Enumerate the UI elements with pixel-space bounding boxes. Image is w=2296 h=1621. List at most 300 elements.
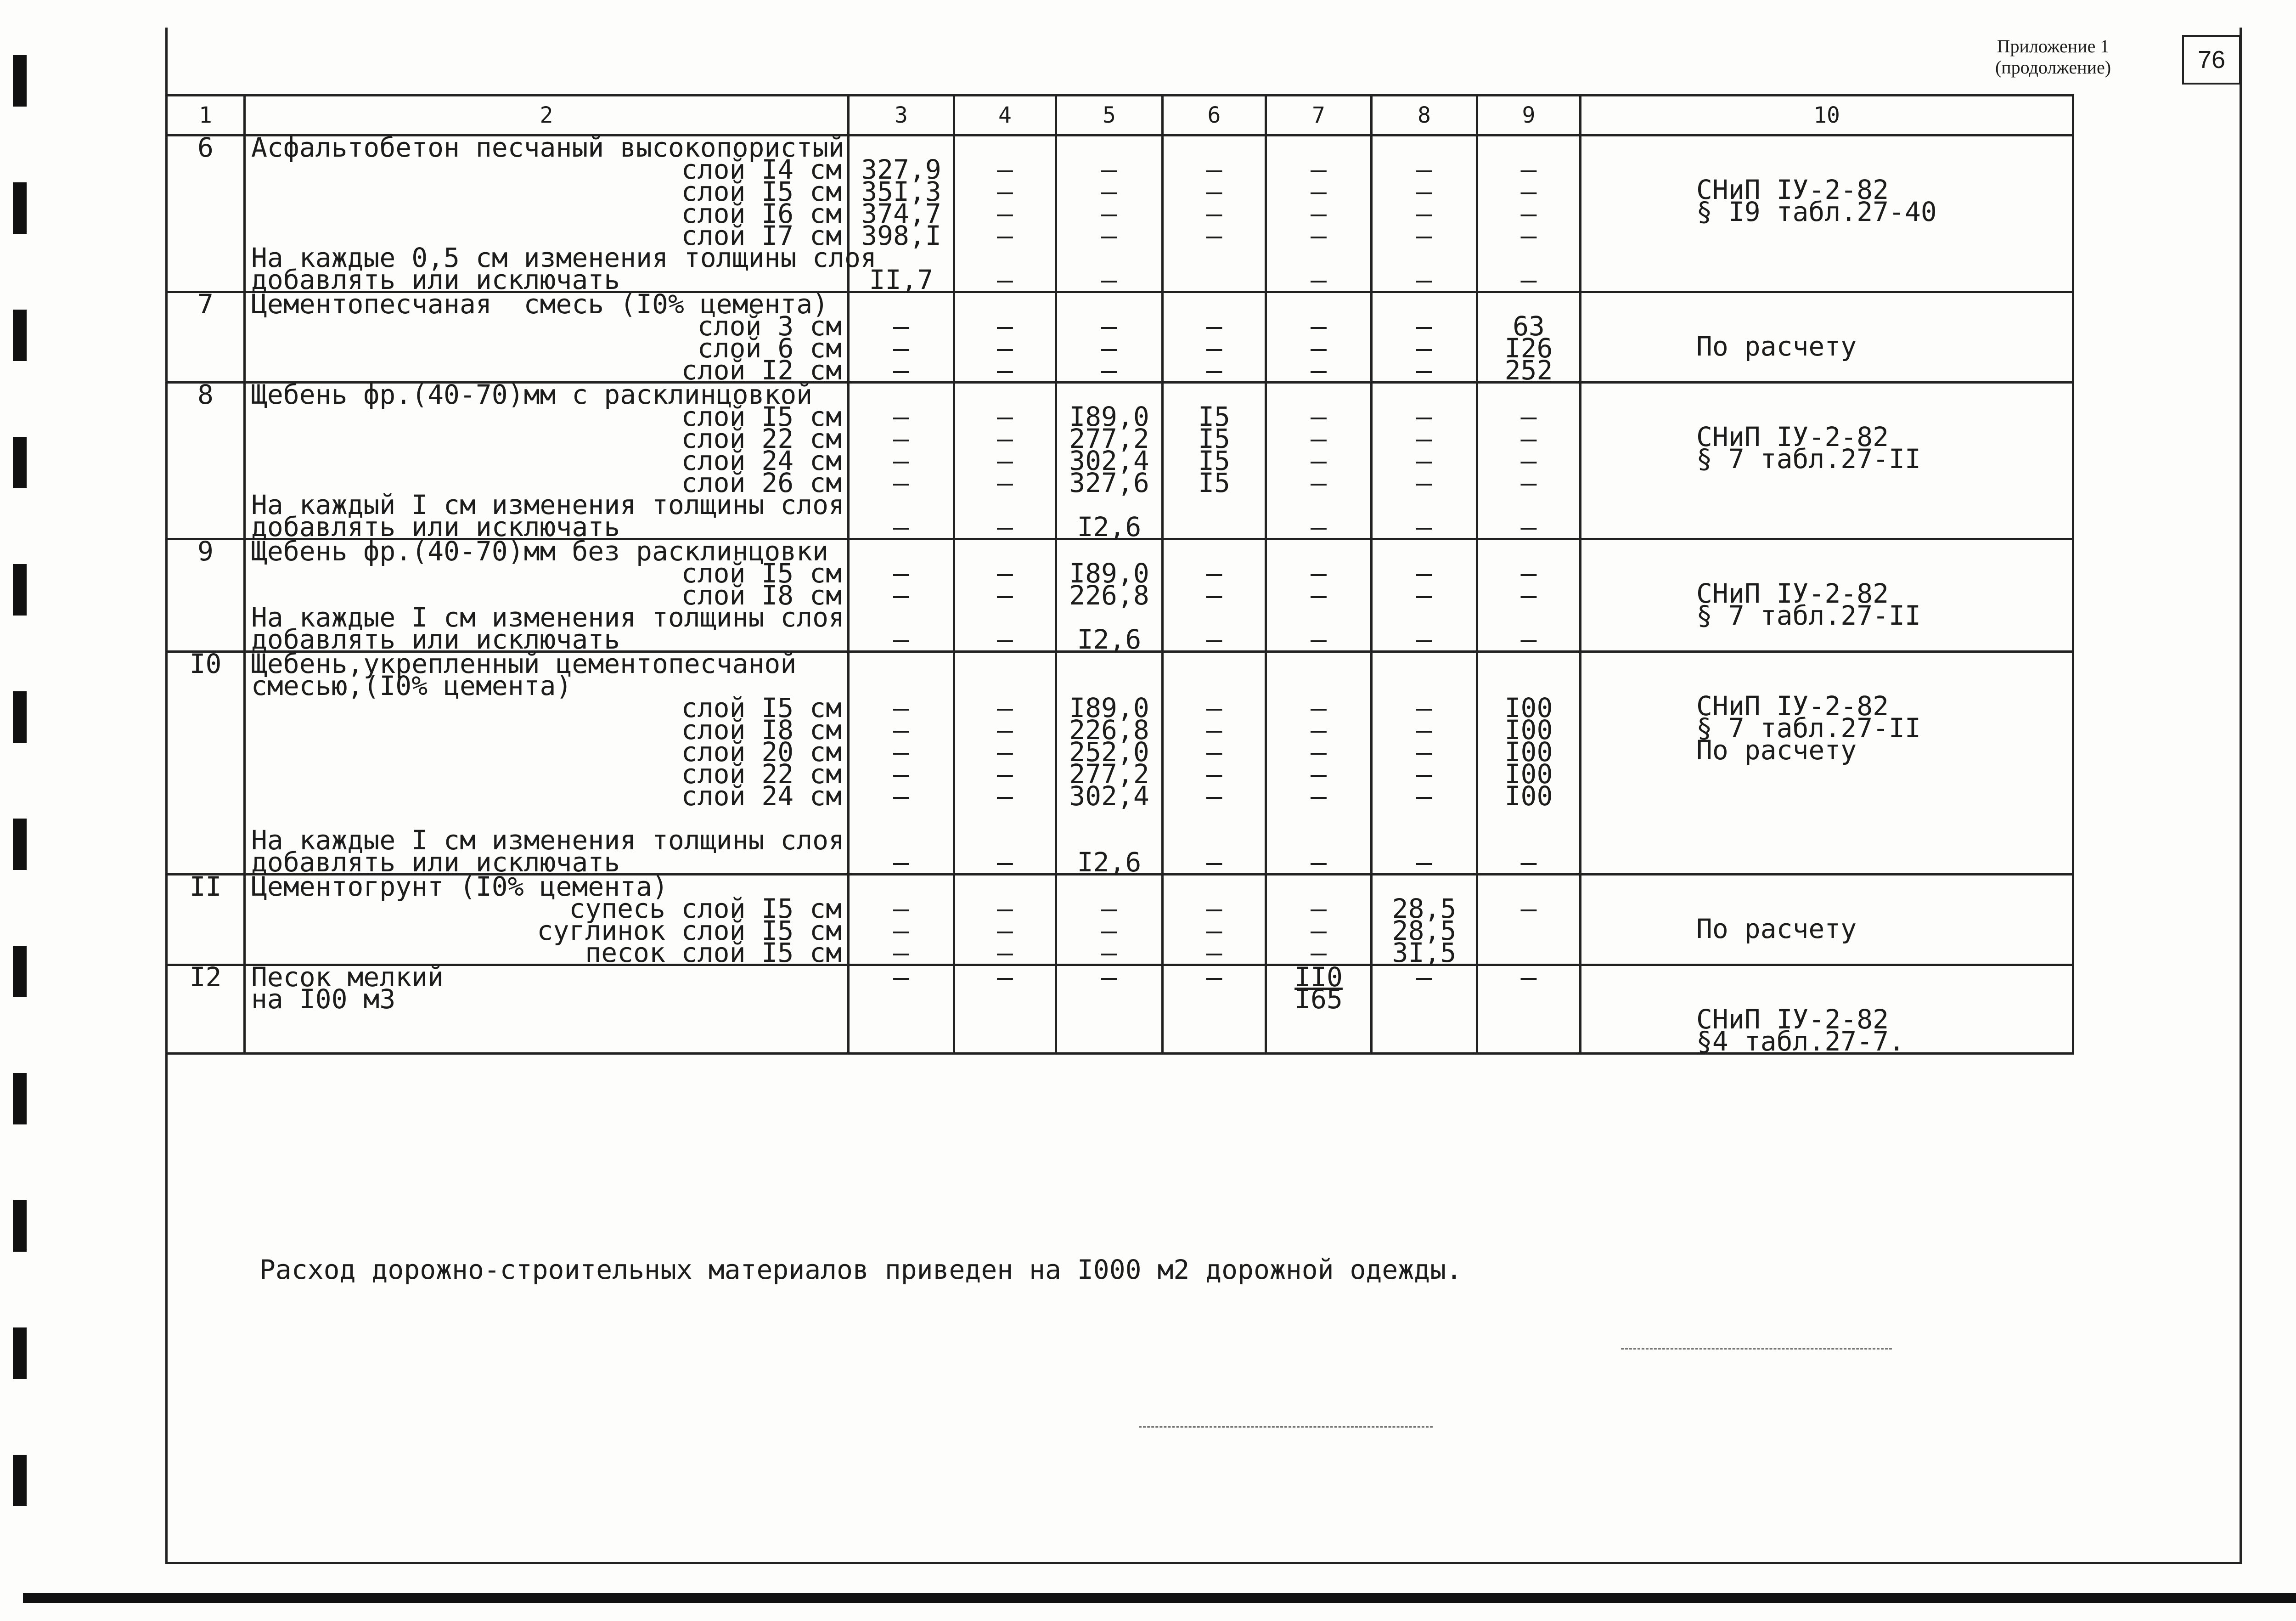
value-cell: – xyxy=(1311,937,1327,968)
value-cell: – xyxy=(1416,220,1432,251)
value-cell: I5 xyxy=(1198,467,1230,498)
value-column-5 xyxy=(1056,652,1163,878)
material-description xyxy=(245,379,849,542)
value-cell: – xyxy=(1101,198,1117,229)
material-description xyxy=(245,871,849,968)
binding-mark xyxy=(13,564,27,616)
value-cell: – xyxy=(1520,401,1537,432)
value-cell: – xyxy=(1206,780,1222,812)
value-cell: – xyxy=(1520,220,1537,251)
value-cell: – xyxy=(1101,355,1117,386)
value-cell: I26 xyxy=(1504,333,1553,364)
material-description xyxy=(245,288,849,386)
value-column-8 xyxy=(1372,539,1477,655)
value-cell: – xyxy=(1416,154,1432,185)
value-cell: – xyxy=(1520,511,1537,542)
value-cell: – xyxy=(1311,624,1327,655)
description-line: слой I7 см xyxy=(681,220,842,251)
value-cell: – xyxy=(1311,154,1327,185)
value-cell: – xyxy=(893,580,909,611)
value-cell xyxy=(1169,269,1259,291)
value-cell xyxy=(1169,1010,1259,1032)
value-cell: – xyxy=(893,915,909,946)
value-cell: – xyxy=(893,558,909,589)
value-cell: – xyxy=(1311,558,1327,589)
column-header-9: 9 xyxy=(1477,96,1581,136)
row-number: 6 xyxy=(167,136,245,292)
reference-line: § I9 табл.27-40 xyxy=(1696,196,1937,227)
value-column-3 xyxy=(849,383,954,542)
value-cell: – xyxy=(893,736,909,768)
value-cell: – xyxy=(997,154,1013,185)
value-cell xyxy=(855,653,947,675)
value-cell: – xyxy=(1416,264,1432,295)
value-cell: – xyxy=(1520,624,1537,655)
table-row xyxy=(167,965,2073,1054)
value-column-9 xyxy=(1477,652,1581,878)
value-cell: – xyxy=(1416,714,1432,746)
value-cell: – xyxy=(997,893,1013,924)
value-cell: I5 xyxy=(1198,401,1230,432)
description-line: добавлять или исключать xyxy=(251,624,620,655)
value-column-3 xyxy=(849,875,954,968)
row-number: 7 xyxy=(167,292,245,383)
value-cell: – xyxy=(1311,445,1327,476)
value-cell: 252,0 xyxy=(1069,736,1149,768)
description-line: на I00 м3 xyxy=(251,983,396,1015)
value-column-7 xyxy=(1266,875,1372,968)
binding-marks xyxy=(13,55,28,1571)
value-column-7 xyxy=(1266,136,1372,295)
value-cell: – xyxy=(1416,511,1432,542)
value-cell: – xyxy=(997,423,1013,454)
value-cell: – xyxy=(1520,467,1537,498)
value-cell: – xyxy=(893,758,909,790)
value-cell: – xyxy=(1416,961,1432,993)
description-line: песок слой I5 см xyxy=(585,937,842,968)
reference-line: По расчету xyxy=(1696,734,1857,766)
value-column-4 xyxy=(954,539,1056,655)
description-line: суглинок слой I5 см xyxy=(537,915,842,946)
table-body xyxy=(167,132,2073,1057)
value-cell: – xyxy=(1206,692,1222,723)
value-cell: 302,4 xyxy=(1069,780,1149,812)
material-description xyxy=(245,961,849,1054)
value-cell: – xyxy=(1416,355,1432,386)
value-cell: – xyxy=(1311,736,1327,768)
description-line: Песок мелкий xyxy=(251,961,444,993)
reference-line: По расчету xyxy=(1696,331,1857,362)
value-cell: – xyxy=(1101,961,1117,993)
reference-line: § 7 табл.27-II xyxy=(1696,712,1921,744)
value-column-4 xyxy=(954,961,1056,1054)
value-cell: – xyxy=(997,198,1013,229)
value-cell: – xyxy=(997,333,1013,364)
value-column-6 xyxy=(1163,383,1266,539)
value-cell: – xyxy=(893,511,909,542)
value-cell: 277,2 xyxy=(1069,423,1149,454)
value-cell: I5 xyxy=(1198,445,1230,476)
material-description xyxy=(245,648,849,878)
value-cell: – xyxy=(1416,423,1432,454)
description-line: слой 6 см xyxy=(697,333,842,364)
binding-mark xyxy=(13,819,27,870)
value-cell: – xyxy=(997,580,1013,611)
faint-stamp-line xyxy=(1139,1426,1433,1428)
value-cell: 63 xyxy=(1513,311,1545,342)
value-cell: – xyxy=(1311,758,1327,790)
value-column-7 xyxy=(1266,961,1372,1054)
value-cell: – xyxy=(1311,220,1327,251)
description-line: добавлять или исключать xyxy=(251,511,620,542)
value-cell: 35I,3 xyxy=(861,176,941,207)
value-cell: – xyxy=(1311,423,1327,454)
value-cell: – xyxy=(997,714,1013,746)
value-column-9 xyxy=(1477,136,1581,295)
value-cell: – xyxy=(1311,580,1327,611)
faint-stamp-line xyxy=(1621,1348,1892,1350)
description-line: Асфальтобетон песчаный высокопористый xyxy=(251,132,845,163)
value-column-5 xyxy=(1056,383,1163,542)
value-cell: – xyxy=(1311,198,1327,229)
description-line: слой 24 см xyxy=(681,445,842,476)
value-cell: – xyxy=(1416,580,1432,611)
row-number: 9 xyxy=(167,539,245,652)
value-cell: – xyxy=(1311,333,1327,364)
description-line: Цементогрунт (I0% цемента) xyxy=(251,871,668,902)
description-line: добавлять или исключать xyxy=(251,264,620,295)
appendix-title: Приложение 1 xyxy=(1997,36,2110,56)
value-cell: 277,2 xyxy=(1069,758,1149,790)
value-cell: – xyxy=(1206,961,1222,993)
value-cell xyxy=(1484,653,1574,675)
value-column-4 xyxy=(954,875,1056,968)
binding-mark xyxy=(13,55,27,107)
value-cell: – xyxy=(893,333,909,364)
value-cell: – xyxy=(997,355,1013,386)
value-cell: – xyxy=(1311,311,1327,342)
value-cell: – xyxy=(1101,264,1117,295)
description-line: слой 22 см xyxy=(681,423,842,454)
description-line: слой 26 см xyxy=(681,467,842,498)
description-line: слой I8 см xyxy=(681,580,842,611)
table-row xyxy=(167,383,2073,539)
description-line: слой I5 см xyxy=(681,558,842,589)
sheet-number: 76 xyxy=(2182,35,2241,85)
value-cell: I5 xyxy=(1198,423,1230,454)
value-cell: 327,6 xyxy=(1069,467,1149,498)
column-header-3: 3 xyxy=(849,96,954,136)
value-cell: 374,7 xyxy=(861,198,941,229)
value-column-9 xyxy=(1477,292,1581,386)
value-cell: – xyxy=(1101,311,1117,342)
value-cell: – xyxy=(1206,176,1222,207)
footer-note: Расход дорожно-строительных материалов приведен на I000 м2 дорожной одежды. xyxy=(259,1254,1462,1285)
value-cell xyxy=(1272,653,1365,675)
reference-cell xyxy=(1581,383,2073,539)
value-cell: 226,8 xyxy=(1069,580,1149,611)
description-line: слой 20 см xyxy=(681,736,842,768)
value-cell: – xyxy=(1206,624,1222,655)
value-cell: – xyxy=(1416,758,1432,790)
binding-mark xyxy=(13,1200,27,1252)
value-cell: 398,I xyxy=(861,220,941,251)
value-cell: – xyxy=(1206,758,1222,790)
bottom-border-bar xyxy=(23,1593,2296,1603)
value-cell: I89,0 xyxy=(1069,558,1149,589)
description-line: слой I5 см xyxy=(681,176,842,207)
value-cell: – xyxy=(1206,915,1222,946)
value-cell: 252 xyxy=(1504,355,1553,386)
value-cell: – xyxy=(1206,736,1222,768)
value-cell: – xyxy=(1520,558,1537,589)
value-cell: – xyxy=(1416,401,1432,432)
column-header-8: 8 xyxy=(1372,96,1477,136)
value-cell xyxy=(1484,1010,1574,1032)
value-cell: – xyxy=(1416,692,1432,723)
value-cell: I00 xyxy=(1504,714,1553,746)
row-number: 8 xyxy=(167,383,245,539)
value-cell: – xyxy=(893,355,909,386)
binding-mark xyxy=(13,437,27,488)
value-cell xyxy=(1484,942,1574,964)
value-cell: – xyxy=(997,736,1013,768)
reference-line: СНиП IУ-2-82 xyxy=(1696,1004,1889,1035)
binding-mark xyxy=(13,182,27,234)
description-line: слой I4 см xyxy=(681,154,842,185)
value-cell: – xyxy=(1206,714,1222,746)
value-cell: – xyxy=(1101,220,1117,251)
table-row xyxy=(167,875,2073,965)
value-cell xyxy=(1378,1010,1470,1032)
value-cell: – xyxy=(997,176,1013,207)
appendix-continuation: (продолжение) xyxy=(1995,57,2111,78)
value-cell: – xyxy=(997,401,1013,432)
value-cell: 28,5 xyxy=(1392,893,1457,924)
value-column-8 xyxy=(1372,292,1477,386)
value-cell: – xyxy=(1520,961,1537,993)
reference-cell xyxy=(1581,292,2073,383)
value-column-4 xyxy=(954,136,1056,295)
value-cell: – xyxy=(1520,154,1537,185)
appendix-label xyxy=(1945,36,2161,78)
value-cell: – xyxy=(997,558,1013,589)
value-column-5 xyxy=(1056,539,1163,655)
reference-cell xyxy=(1581,875,2073,965)
value-cell: – xyxy=(1311,401,1327,432)
value-cell: – xyxy=(1416,624,1432,655)
value-column-9 xyxy=(1477,875,1581,965)
value-cell: – xyxy=(1206,333,1222,364)
value-column-4 xyxy=(954,292,1056,386)
value-cell: – xyxy=(1520,893,1537,924)
reference-line: СНиП IУ-2-82 xyxy=(1696,174,1889,205)
value-cell: I2,6 xyxy=(1077,847,1142,878)
value-column-6 xyxy=(1163,875,1266,968)
column-header-10: 10 xyxy=(1581,96,2073,136)
table-row xyxy=(167,539,2073,652)
value-cell: – xyxy=(1520,445,1537,476)
value-cell: 327,9 xyxy=(861,154,941,185)
row-number: I0 xyxy=(167,652,245,875)
value-cell: – xyxy=(893,467,909,498)
value-cell: 28,5 xyxy=(1392,915,1457,946)
value-column-5 xyxy=(1056,961,1163,1054)
reference-cell xyxy=(1581,136,2073,292)
description-line: слой 22 см xyxy=(681,758,842,790)
value-cell: I89,0 xyxy=(1069,692,1149,723)
column-header-4: 4 xyxy=(954,96,1056,136)
value-cell: – xyxy=(1206,154,1222,185)
value-column-6 xyxy=(1163,652,1266,878)
value-cell: – xyxy=(1206,580,1222,611)
reference-line: СНиП IУ-2-82 xyxy=(1696,421,1889,452)
value-cell: – xyxy=(1416,558,1432,589)
description-line: На каждые 0,5 см изменения толщины слоя xyxy=(251,242,877,273)
value-column-3 xyxy=(849,539,954,655)
value-cell: – xyxy=(997,780,1013,812)
value-cell: I00 xyxy=(1504,692,1553,723)
reference-cell xyxy=(1581,965,2073,1057)
value-cell: – xyxy=(1101,176,1117,207)
value-cell: I65 xyxy=(1294,983,1343,1015)
value-cell: – xyxy=(997,467,1013,498)
value-cell: – xyxy=(1416,198,1432,229)
value-cell: I2,6 xyxy=(1077,511,1142,542)
value-column-8 xyxy=(1372,961,1477,1054)
materials-table xyxy=(165,94,2074,1055)
reference-line: СНиП IУ-2-82 xyxy=(1696,578,1889,609)
value-cell: – xyxy=(1311,467,1327,498)
column-header-row xyxy=(167,96,2073,136)
value-cell: – xyxy=(1311,847,1327,878)
value-cell: – xyxy=(1206,847,1222,878)
value-cell: – xyxy=(893,692,909,723)
value-column-5 xyxy=(1056,292,1163,386)
value-cell: – xyxy=(1311,355,1327,386)
table-row xyxy=(167,136,2073,292)
value-cell: II0 xyxy=(1294,961,1343,993)
value-cell: – xyxy=(1311,915,1327,946)
value-cell: – xyxy=(1206,558,1222,589)
value-column-9 xyxy=(1477,961,1581,1054)
value-cell: – xyxy=(893,937,909,968)
description-line: смесью,(I0% цемента) xyxy=(251,670,572,701)
description-line: Цементопесчаная смесь (I0% цемента) xyxy=(251,288,829,320)
reference-cell xyxy=(1581,652,2073,875)
value-cell: – xyxy=(1416,445,1432,476)
value-cell: – xyxy=(1206,311,1222,342)
material-description xyxy=(245,132,877,295)
value-cell xyxy=(961,653,1049,675)
value-cell: II,7 xyxy=(869,264,934,295)
column-header-2: 2 xyxy=(245,96,849,136)
value-cell xyxy=(961,1010,1049,1032)
column-header-7: 7 xyxy=(1266,96,1372,136)
value-cell: – xyxy=(1520,264,1537,295)
value-cell: – xyxy=(1206,355,1222,386)
table-row xyxy=(167,652,2073,875)
value-column-4 xyxy=(954,652,1056,878)
description-line: слой I5 см xyxy=(681,401,842,432)
material-description xyxy=(245,536,849,655)
value-cell: – xyxy=(1416,847,1432,878)
description-line: Щебень,укрепленный цементопесчаной xyxy=(251,648,797,679)
value-cell: – xyxy=(893,893,909,924)
value-column-7 xyxy=(1266,383,1372,542)
value-column-3 xyxy=(849,961,954,1054)
value-cell: – xyxy=(997,847,1013,878)
value-cell: – xyxy=(1101,154,1117,185)
description-line: слой I8 см xyxy=(681,714,842,746)
value-cell: – xyxy=(1520,847,1537,878)
value-cell: 226,8 xyxy=(1069,714,1149,746)
column-header-6: 6 xyxy=(1163,96,1266,136)
binding-mark xyxy=(13,1455,27,1506)
value-column-3 xyxy=(849,652,954,878)
binding-mark xyxy=(13,310,27,361)
reference-line: По расчету xyxy=(1696,913,1857,944)
value-cell: – xyxy=(893,423,909,454)
description-line: слой I2 см xyxy=(681,355,842,386)
value-cell: I00 xyxy=(1504,758,1553,790)
value-cell xyxy=(1169,653,1259,675)
value-cell: – xyxy=(1416,780,1432,812)
description-line: На каждые I см изменения толщины слоя xyxy=(251,602,845,633)
binding-mark xyxy=(13,946,27,997)
value-cell: – xyxy=(1311,714,1327,746)
binding-mark xyxy=(13,1073,27,1124)
reference-line: §4 табл.27-7. xyxy=(1696,1026,1905,1057)
value-cell: – xyxy=(1101,893,1117,924)
value-column-7 xyxy=(1266,292,1372,386)
value-cell: – xyxy=(997,961,1013,993)
value-column-8 xyxy=(1372,136,1477,295)
value-cell: 302,4 xyxy=(1069,445,1149,476)
value-column-8 xyxy=(1372,875,1477,968)
description-line: супесь слой I5 см xyxy=(569,893,842,924)
value-cell: – xyxy=(997,692,1013,723)
value-cell: – xyxy=(1206,198,1222,229)
reference-cell xyxy=(1581,539,2073,652)
table-row xyxy=(167,292,2073,383)
binding-mark xyxy=(13,691,27,743)
value-cell: – xyxy=(893,714,909,746)
value-cell: – xyxy=(1416,467,1432,498)
value-column-7 xyxy=(1266,539,1372,655)
description-line: Щебень фр.(40-70)мм без расклинцовки xyxy=(251,536,829,567)
value-column-4 xyxy=(954,383,1056,542)
value-cell: – xyxy=(1311,511,1327,542)
value-column-7 xyxy=(1266,652,1372,878)
value-cell xyxy=(1063,653,1156,675)
value-cell xyxy=(855,1010,947,1032)
reference-line: § 7 табл.27-II xyxy=(1696,443,1921,474)
value-cell: – xyxy=(1416,333,1432,364)
description-line: На каждый I см изменения толщины слоя xyxy=(251,489,845,520)
column-header-5: 5 xyxy=(1056,96,1163,136)
value-cell: – xyxy=(997,311,1013,342)
value-cell: – xyxy=(1520,176,1537,207)
value-column-9 xyxy=(1477,539,1581,655)
value-cell: – xyxy=(997,264,1013,295)
value-cell: – xyxy=(893,311,909,342)
value-cell: – xyxy=(997,937,1013,968)
value-cell xyxy=(1063,1010,1156,1032)
value-column-5 xyxy=(1056,136,1163,295)
value-column-5 xyxy=(1056,875,1163,968)
description-line: слой 24 см xyxy=(681,780,842,812)
